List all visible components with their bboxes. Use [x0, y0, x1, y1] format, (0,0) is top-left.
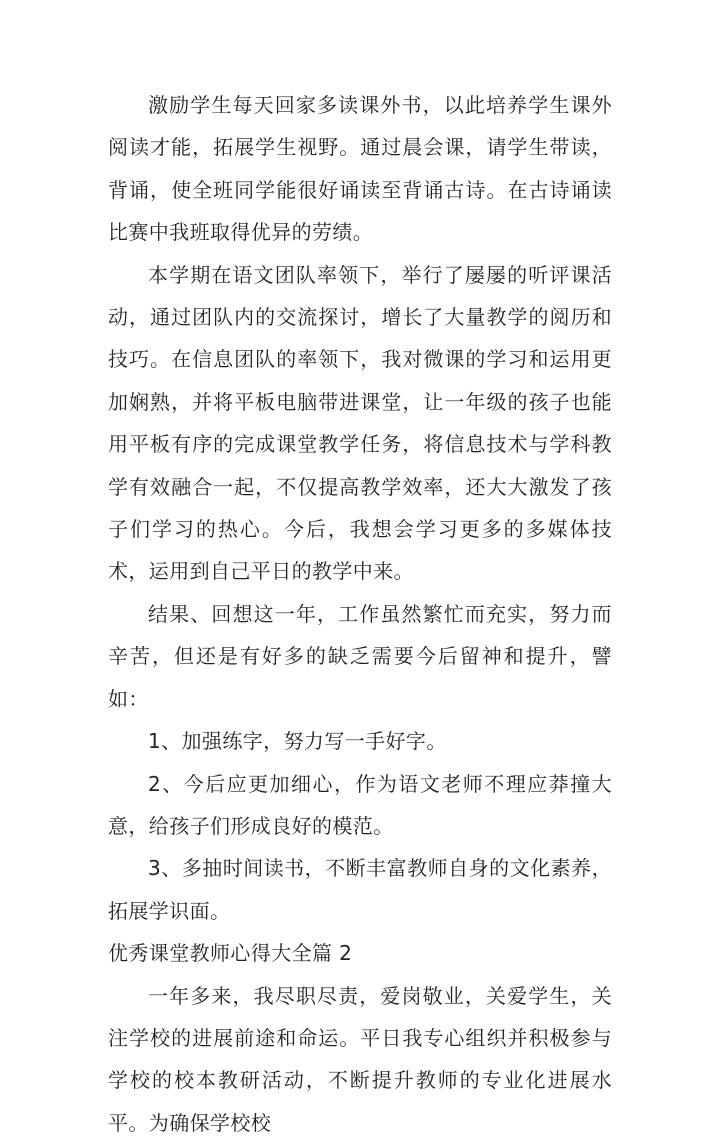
list-item-handwriting: 1、加强练字，努力写一手好字。: [148, 729, 447, 754]
paragraph-dedication: 一年多来，我尽职尽责，爱岗敬业，关爱学生，关注学校的进展前途和命运。平日我专心组织并积极参与学校的校本教研活动，不断提升教师的专业化进展水平。为确保学校校: [108, 983, 612, 1135]
paragraph-review: 结果、回想这一年，工作虽然繁忙而充实，努力而辛苦，但还是有好多的缺乏需要今后留神和提升，譬如：: [108, 601, 612, 711]
list-item-reading: 3、多抽时间读书，不断丰富教师自身的文化素养，拓展学识面。: [108, 856, 612, 923]
section-heading: 优秀课堂教师心得大全篇 2: [108, 941, 353, 966]
paragraph-team-teaching: 本学期在语文团队率领下，举行了屡屡的听评课活动，通过团队内的交流探讨，增长了大量教学的阅历和技巧。在信息团队的率领下，我对微课的学习和运用更加娴熟，并将平板电脑带进课堂，让一年级的孩子也能用平板有序的完成课堂教学任务，将信息技术与学科教学有效融合一起，不仅提高教学效率，还大大激发了孩子们学习的热心。今后，我想会学习更多的多媒体技术，运用到自己平日的教学中来。: [108, 262, 612, 584]
paragraph-reading: 激励学生每天回家多读课外书，以此培养学生课外阅读才能，拓展学生视野。通过晨会课，请学生带读，背诵，使全班同学能很好诵读至背诵古诗。在古诗诵读比赛中我班取得优异的劳绩。: [108, 93, 612, 245]
document-body: [108, 84, 612, 1144]
list-item-carefulness: 2、今后应更加细心，作为语文老师不理应莽撞大意，给孩子们形成良好的模范。: [108, 771, 612, 838]
